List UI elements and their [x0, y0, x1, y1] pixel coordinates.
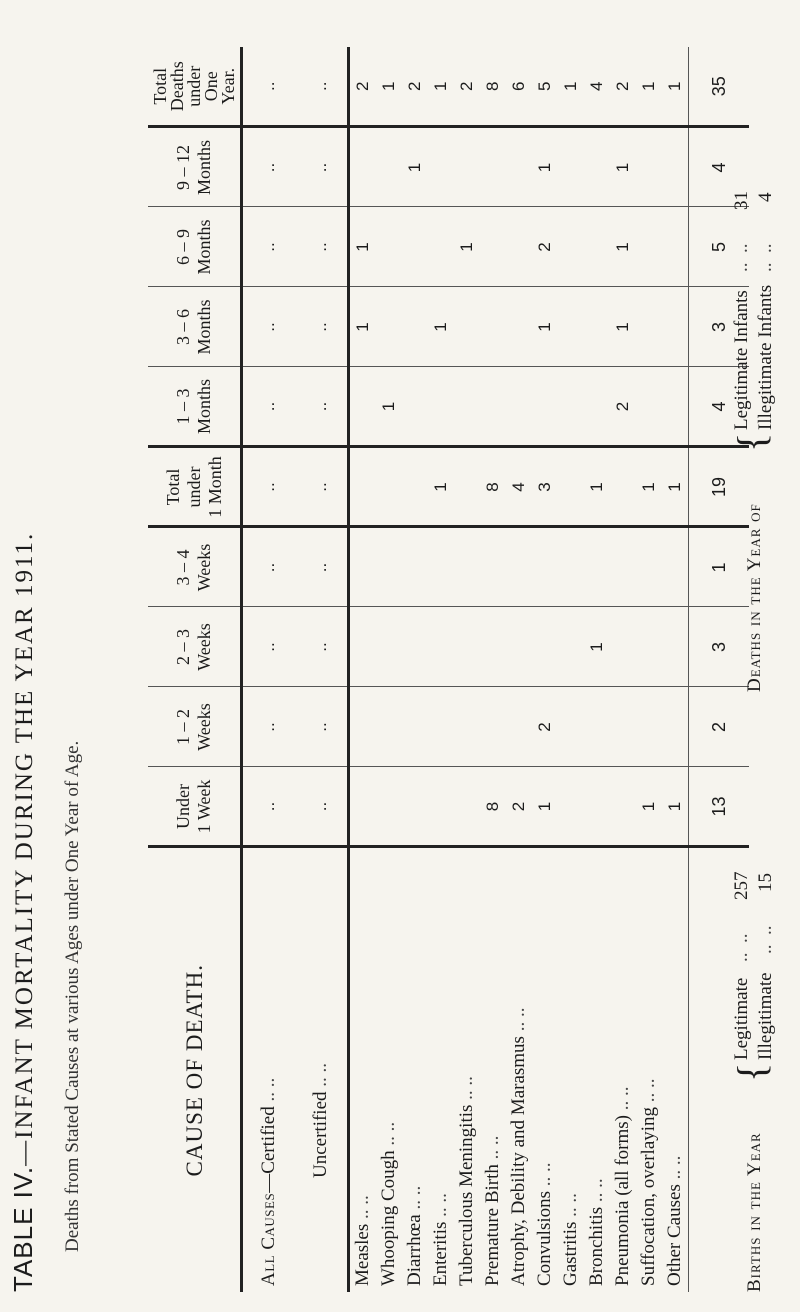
- value-cell: [506, 127, 532, 207]
- value-cell: 1: [558, 47, 584, 127]
- value-cell: [558, 367, 584, 447]
- value-cell: [480, 527, 506, 607]
- header-9-12-months: 9 – 12 Months: [148, 127, 242, 207]
- total-value: 1: [689, 527, 750, 607]
- value-cell: 2: [402, 47, 428, 127]
- all-causes-row: [295, 47, 349, 1292]
- value-cell: 1: [428, 47, 454, 127]
- all-causes-label-cell: [242, 847, 296, 1292]
- deaths-legitimate-label: Legitimate Infants: [731, 290, 752, 430]
- value-cell: ..: [242, 767, 296, 847]
- cause-row: [636, 47, 662, 1292]
- cause-label-cell: [376, 847, 402, 1292]
- value-cell: [636, 287, 662, 367]
- cause-label-cell: [584, 847, 610, 1292]
- value-cell: [610, 607, 636, 687]
- value-cell: [584, 207, 610, 287]
- total-value: 4: [689, 127, 750, 207]
- value-cell: 1: [349, 207, 377, 287]
- value-cell: [584, 287, 610, 367]
- value-cell: [454, 287, 480, 367]
- value-cell: [349, 367, 377, 447]
- value-cell: [584, 687, 610, 767]
- value-cell: [584, 367, 610, 447]
- header-total-deaths-under-one-year: Total Deaths under One Year.: [148, 47, 242, 127]
- deaths-leader: .. ..: [755, 243, 776, 272]
- value-cell: 1: [610, 287, 636, 367]
- leader-dots: .. ..: [456, 1076, 477, 1105]
- value-cell: [558, 607, 584, 687]
- leader-dots: .. ..: [638, 1078, 659, 1107]
- header-1-2-weeks: 1 – 2 Weeks: [148, 687, 242, 767]
- leader-dots: .. ..: [378, 1121, 399, 1151]
- value-cell: [454, 527, 480, 607]
- cause-label: Tuberculous Meningitis: [456, 1104, 477, 1286]
- value-cell: [558, 527, 584, 607]
- cause-label: Gastritis: [560, 1221, 581, 1286]
- value-cell: [376, 447, 402, 527]
- value-cell: ..: [242, 607, 296, 687]
- leader-dots: .. ..: [352, 1195, 373, 1224]
- cause-label: Measles: [352, 1223, 373, 1286]
- value-cell: [480, 687, 506, 767]
- value-cell: 1: [376, 367, 402, 447]
- table-subtitle: Deaths from Stated Causes at various Ages under One Year of Age.: [62, 740, 83, 1252]
- value-cell: [454, 607, 480, 687]
- value-cell: [532, 367, 558, 447]
- cause-label-cell: [349, 847, 377, 1292]
- value-cell: [480, 127, 506, 207]
- value-cell: 1: [636, 47, 662, 127]
- cause-label-cell: [610, 847, 636, 1292]
- value-cell: ..: [242, 207, 296, 287]
- value-cell: 4: [506, 447, 532, 527]
- value-cell: [454, 447, 480, 527]
- all-causes-prefix: All Causes: [258, 1192, 279, 1286]
- cause-row: [662, 47, 689, 1292]
- value-cell: [662, 207, 689, 287]
- value-cell: 1: [349, 287, 377, 367]
- header-3-4-weeks: 3 – 4 Weeks: [148, 527, 242, 607]
- cause-row: [532, 47, 558, 1292]
- value-cell: [349, 687, 377, 767]
- total-value: 19: [689, 447, 750, 527]
- value-cell: [610, 687, 636, 767]
- value-cell: ..: [295, 687, 349, 767]
- value-cell: [402, 447, 428, 527]
- value-cell: [428, 767, 454, 847]
- value-cell: [349, 527, 377, 607]
- value-cell: [402, 687, 428, 767]
- value-cell: ..: [295, 367, 349, 447]
- value-cell: 1: [584, 447, 610, 527]
- value-cell: [480, 207, 506, 287]
- births-legitimate-value: 257: [731, 871, 752, 900]
- value-cell: [454, 127, 480, 207]
- value-cell: [376, 687, 402, 767]
- cause-label: Diarrhœa: [404, 1214, 425, 1286]
- value-cell: 1: [532, 767, 558, 847]
- births-leader: .. ..: [755, 925, 776, 954]
- total-value: 2: [689, 687, 750, 767]
- value-cell: [480, 367, 506, 447]
- value-cell: [532, 607, 558, 687]
- value-cell: ..: [295, 47, 349, 127]
- value-cell: [349, 447, 377, 527]
- value-cell: ..: [295, 287, 349, 367]
- value-cell: 1: [402, 127, 428, 207]
- cause-label-cell: [506, 847, 532, 1292]
- cause-label-cell: [558, 847, 584, 1292]
- value-cell: [428, 527, 454, 607]
- value-cell: [662, 607, 689, 687]
- value-cell: ..: [295, 127, 349, 207]
- value-cell: [636, 207, 662, 287]
- value-cell: [662, 367, 689, 447]
- cause-row: [610, 47, 636, 1292]
- value-cell: [558, 127, 584, 207]
- births-caption: Births in the Year: [744, 1132, 765, 1292]
- leader-dots: .. ..: [612, 1086, 633, 1116]
- cause-row: [349, 47, 377, 1292]
- value-cell: 1: [584, 607, 610, 687]
- total-value: 35: [689, 47, 750, 127]
- value-cell: ..: [242, 127, 296, 207]
- value-cell: [662, 127, 689, 207]
- header-1-3-months: 1 – 3 Months: [148, 367, 242, 447]
- value-cell: 4: [584, 47, 610, 127]
- value-cell: [636, 367, 662, 447]
- value-cell: ..: [242, 367, 296, 447]
- value-cell: [662, 527, 689, 607]
- infant-mortality-table: [148, 47, 749, 1292]
- value-cell: [506, 207, 532, 287]
- all-causes-row: [242, 47, 296, 1292]
- value-cell: [610, 447, 636, 527]
- value-cell: 2: [349, 47, 377, 127]
- value-cell: [558, 207, 584, 287]
- value-cell: 1: [532, 127, 558, 207]
- brace-icon: {: [729, 1062, 774, 1082]
- value-cell: 1: [610, 127, 636, 207]
- cause-row: [506, 47, 532, 1292]
- value-cell: [558, 287, 584, 367]
- value-cell: ..: [295, 447, 349, 527]
- value-cell: 1: [454, 207, 480, 287]
- value-cell: [454, 367, 480, 447]
- all-causes-label: Uncertified: [310, 1091, 331, 1178]
- value-cell: [376, 127, 402, 207]
- cause-label: Convulsions: [534, 1190, 555, 1286]
- value-cell: [376, 527, 402, 607]
- value-cell: [636, 607, 662, 687]
- cause-row: [558, 47, 584, 1292]
- cause-label-cell: [636, 847, 662, 1292]
- value-cell: ..: [295, 207, 349, 287]
- value-cell: 1: [376, 47, 402, 127]
- value-cell: [506, 607, 532, 687]
- value-cell: 6: [506, 47, 532, 127]
- value-cell: ..: [242, 687, 296, 767]
- value-cell: [506, 367, 532, 447]
- value-cell: [402, 367, 428, 447]
- value-cell: [454, 767, 480, 847]
- table-number: TABLE IV.: [8, 1165, 38, 1292]
- value-cell: ..: [242, 47, 296, 127]
- leader-dots: .. ..: [430, 1193, 451, 1222]
- value-cell: 1: [636, 767, 662, 847]
- leader-dots: .. ..: [310, 1062, 331, 1092]
- cause-row: [454, 47, 480, 1292]
- value-cell: [428, 687, 454, 767]
- value-cell: [376, 287, 402, 367]
- leader-dots: .. ..: [482, 1135, 503, 1165]
- value-cell: [662, 287, 689, 367]
- total-value: 4: [689, 367, 750, 447]
- value-cell: 1: [662, 447, 689, 527]
- value-cell: [376, 767, 402, 847]
- value-cell: 3: [532, 447, 558, 527]
- value-cell: ..: [242, 287, 296, 367]
- causes-section: [349, 47, 689, 1292]
- all-causes-label-cell: [295, 847, 349, 1292]
- cause-row: [584, 47, 610, 1292]
- cause-label: Suffocation, overlaying: [638, 1106, 659, 1286]
- value-cell: 1: [610, 207, 636, 287]
- value-cell: 2: [506, 767, 532, 847]
- header-total-under-1-month: Total under 1 Month: [148, 447, 242, 527]
- deaths-leader: .. ..: [731, 243, 752, 272]
- leader-dots: .. ..: [508, 1007, 529, 1037]
- value-cell: [506, 527, 532, 607]
- cause-label: Premature Birth: [482, 1164, 503, 1286]
- cause-label: Atrophy, Debility and Marasmus: [508, 1036, 529, 1286]
- value-cell: ..: [242, 527, 296, 607]
- cause-label-cell: [402, 847, 428, 1292]
- value-cell: [662, 687, 689, 767]
- value-cell: 8: [480, 767, 506, 847]
- cause-row: [402, 47, 428, 1292]
- value-cell: [506, 687, 532, 767]
- value-cell: [402, 527, 428, 607]
- value-cell: [558, 447, 584, 527]
- leader-dots: .. ..: [664, 1155, 685, 1185]
- value-cell: 2: [532, 207, 558, 287]
- value-cell: [506, 287, 532, 367]
- value-cell: [636, 127, 662, 207]
- value-cell: [402, 287, 428, 367]
- value-cell: [584, 527, 610, 607]
- header-cause-of-death: CAUSE OF DEATH.: [148, 847, 242, 1292]
- value-cell: 2: [610, 367, 636, 447]
- cause-row: [376, 47, 402, 1292]
- births-illegitimate-value: 15: [755, 873, 776, 892]
- leader-dots: .. ..: [560, 1193, 581, 1222]
- deaths-illegitimate-value: 4: [755, 192, 776, 202]
- header-6-9-months: 6 – 9 Months: [148, 207, 242, 287]
- value-cell: [532, 527, 558, 607]
- value-cell: [349, 127, 377, 207]
- births-illegitimate-label: Illegitimate: [755, 972, 776, 1060]
- value-cell: [610, 767, 636, 847]
- value-cell: [349, 767, 377, 847]
- leader-dots: .. ..: [404, 1185, 425, 1215]
- cause-label: Pneumonia (all forms): [612, 1115, 633, 1286]
- cause-row: [428, 47, 454, 1292]
- value-cell: 1: [428, 287, 454, 367]
- value-cell: 1: [428, 447, 454, 527]
- births-legitimate-label: Legitimate: [731, 977, 752, 1060]
- value-cell: [349, 607, 377, 687]
- deaths-caption: Deaths in the Year of: [744, 503, 765, 692]
- header-3-6-months: 3 – 6 Months: [148, 287, 242, 367]
- value-cell: [610, 527, 636, 607]
- value-cell: [584, 767, 610, 847]
- cause-label-cell: [480, 847, 506, 1292]
- cause-label-cell: [454, 847, 480, 1292]
- value-cell: [454, 687, 480, 767]
- deaths-illegitimate-label: Illegitimate Infants: [755, 284, 776, 430]
- totals-section: [689, 47, 750, 1292]
- cause-label: Other Causes: [664, 1184, 685, 1286]
- cause-label-cell: [662, 847, 689, 1292]
- header-2-3-weeks: 2 – 3 Weeks: [148, 607, 242, 687]
- births-leader: .. ..: [731, 933, 752, 962]
- total-value: 3: [689, 287, 750, 367]
- deaths-legitimate-value: 31: [731, 191, 752, 210]
- total-value: 5: [689, 207, 750, 287]
- all-causes-section: [242, 47, 349, 1292]
- header-row: [148, 47, 242, 1292]
- total-value: 13: [689, 767, 750, 847]
- value-cell: [636, 527, 662, 607]
- value-cell: [376, 607, 402, 687]
- value-cell: 2: [454, 47, 480, 127]
- value-cell: [558, 687, 584, 767]
- value-cell: 8: [480, 447, 506, 527]
- value-cell: ..: [242, 447, 296, 527]
- cause-label: Enteritis: [430, 1221, 451, 1286]
- value-cell: ..: [295, 607, 349, 687]
- value-cell: 2: [532, 687, 558, 767]
- value-cell: [636, 687, 662, 767]
- all-causes-label: —Certified: [258, 1106, 279, 1193]
- cause-label-cell: [532, 847, 558, 1292]
- leader-dots: .. ..: [258, 1077, 279, 1107]
- value-cell: [558, 767, 584, 847]
- value-cell: [428, 207, 454, 287]
- value-cell: 1: [636, 447, 662, 527]
- value-cell: 1: [532, 287, 558, 367]
- leader-dots: .. ..: [586, 1178, 607, 1207]
- value-cell: 1: [662, 767, 689, 847]
- value-cell: [402, 207, 428, 287]
- value-cell: [584, 127, 610, 207]
- value-cell: [402, 767, 428, 847]
- value-cell: [402, 607, 428, 687]
- value-cell: 8: [480, 47, 506, 127]
- cause-row: [480, 47, 506, 1292]
- value-cell: 5: [532, 47, 558, 127]
- value-cell: [428, 367, 454, 447]
- header-under-1-week: Under 1 Week: [148, 767, 242, 847]
- value-cell: ..: [295, 527, 349, 607]
- value-cell: 2: [610, 47, 636, 127]
- cause-label: Whooping Cough: [378, 1150, 399, 1286]
- leader-dots: .. ..: [534, 1162, 555, 1191]
- value-cell: [428, 127, 454, 207]
- value-cell: ..: [295, 767, 349, 847]
- cause-label: Bronchitis: [586, 1206, 607, 1286]
- totals-row: [689, 47, 750, 1292]
- value-cell: [480, 607, 506, 687]
- value-cell: [376, 207, 402, 287]
- value-cell: [480, 287, 506, 367]
- value-cell: [428, 607, 454, 687]
- table-title-text: —INFANT MORTALITY DURING THE YEAR 1911.: [11, 531, 38, 1166]
- table-title: [8, 12, 39, 1292]
- total-value: 3: [689, 607, 750, 687]
- brace-icon: {: [729, 432, 774, 452]
- value-cell: 1: [662, 47, 689, 127]
- cause-label-cell: [428, 847, 454, 1292]
